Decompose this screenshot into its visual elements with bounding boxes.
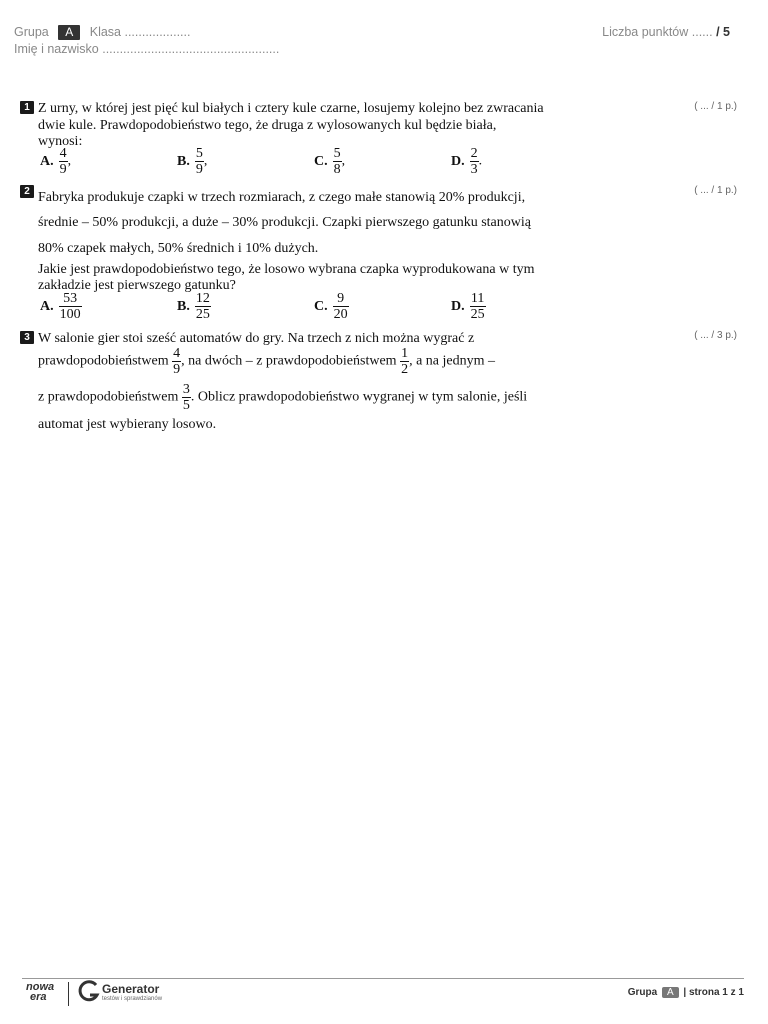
points-label: Liczba punktów ...... [602, 25, 713, 39]
fraction: $\frac{4}{9}$ [59, 146, 67, 177]
points-field [602, 25, 730, 39]
fraction: $\frac{3}{5}$ [182, 382, 190, 413]
group-field [14, 25, 190, 40]
question-3-line-3: z prawdopodobieństwem $\frac{3}{5}$ . Oblicz prawdopodobieństwo wygranej w tym salonie, jeśli [38, 382, 528, 413]
fraction: $\frac{5}{8}$ [333, 146, 341, 177]
group-label: Grupa [14, 25, 49, 39]
question-1-answer-a[interactable]: A. $\frac{4}{9}$ , [40, 146, 72, 177]
question-2-line-1: Fabryka produkuje czapki w trzech rozmiarach, z czego małe stanowią 20% produkcji, [38, 190, 526, 205]
question-3-line-1: W salonie gier stoi sześć automatów do gry. Na trzech z nich można wygrać z [38, 331, 475, 346]
fraction: $\frac{1}{2}$ [401, 346, 409, 377]
question-1-answer-b[interactable]: B. $\frac{5}{9}$ , [177, 146, 208, 177]
question-2-line-2: średnie – 50% produkcji, a duże – 30% produkcji. Czapki pierwszego gatunku stanowią [38, 215, 531, 230]
logo-divider [68, 982, 69, 1006]
question-1-answer-d[interactable]: D. $\frac{2}{3}$ . [451, 146, 483, 177]
fraction: $\frac{9}{20}$ [333, 291, 348, 322]
fraction: $\frac{4}{9}$ [173, 346, 181, 377]
nowa-era-logo: nowa era [26, 981, 55, 1003]
group-badge: A [58, 25, 80, 40]
question-1-answer-c[interactable]: C. $\frac{5}{8}$ , [314, 146, 346, 177]
question-1-line-2: dwie kule. Prawdopodobieństwo tego, że druga z wylosowanych kul będzie biała, [38, 118, 497, 133]
question-3-number: 3 [20, 331, 34, 344]
class-field: Klasa ................... [89, 25, 191, 39]
fraction: $\frac{53}{100}$ [59, 291, 81, 322]
fraction: $\frac{2}{3}$ [470, 146, 478, 177]
question-1-line-3: wynosi: [38, 134, 83, 149]
question-3-line-2: prawdopodobieństwem $\frac{4}{9}$ , na dwóch – z prawdopodobieństwem $\frac{1}{2}$ , a na jednym – [38, 346, 495, 377]
fraction: $\frac{11}{25}$ [470, 291, 485, 322]
footer-page-info: Grupa A | strona 1 z 1 [627, 987, 744, 998]
question-2-line-3: 80% czapek małych, 50% średnich i 10% dużych. [38, 241, 319, 256]
question-2-answer-a[interactable]: A. $\frac{53}{100}$ [40, 291, 81, 322]
question-1-score: ( ... / 1 p.) [694, 101, 737, 112]
question-1-line-1: Z urny, w której jest pięć kul białych i cztery kule czarne, losujemy kolejno bez zwracania [38, 101, 544, 116]
generator-g-icon [78, 980, 100, 1004]
question-2-answer-b[interactable]: B. $\frac{12}{25}$ [177, 291, 210, 322]
question-2-line-5: zakładzie jest pierwszego gatunku? [38, 278, 236, 293]
points-max: / 5 [716, 25, 730, 39]
question-3-line-4: automat jest wybierany losowo. [38, 417, 217, 432]
question-3-score: ( ... / 3 p.) [694, 330, 737, 341]
footer-group-badge: A [662, 987, 679, 998]
fraction: $\frac{12}{25}$ [195, 291, 210, 322]
footer-divider [22, 978, 744, 979]
name-field: Imię i nazwisko ................................................... [14, 42, 280, 56]
question-2-line-4: Jakie jest prawdopodobieństwo tego, że losowo wybrana czapka wyprodukowana w tym [38, 262, 535, 277]
question-2-score: ( ... / 1 p.) [694, 185, 737, 196]
question-1-number: 1 [20, 101, 34, 114]
fraction: $\frac{5}{9}$ [195, 146, 203, 177]
question-2-answer-c[interactable]: C. $\frac{9}{20}$ [314, 291, 348, 322]
question-2-answer-d[interactable]: D. $\frac{11}{25}$ [451, 291, 485, 322]
question-2-number: 2 [20, 185, 34, 198]
